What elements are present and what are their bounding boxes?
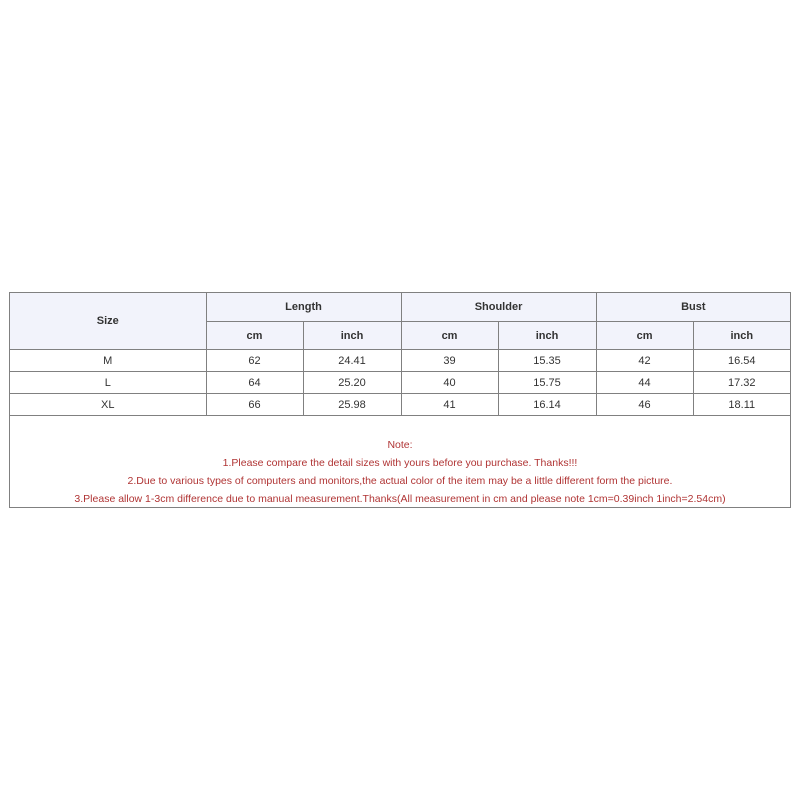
note-block <box>10 436 790 508</box>
shoulder-inch-cell: 15.75 <box>498 372 596 394</box>
bust-inch-cell: 17.32 <box>693 372 790 394</box>
table-row <box>10 394 790 416</box>
header-group-row <box>10 293 790 322</box>
bust-cm-cell: 46 <box>596 394 693 416</box>
shoulder-cm-cell: 40 <box>401 372 498 394</box>
size-column-header: Size <box>10 293 206 350</box>
shoulder-inch-header: inch <box>498 322 596 350</box>
length-cm-cell: 62 <box>206 350 303 372</box>
bust-header: Bust <box>596 293 790 322</box>
length-cm-cell: 64 <box>206 372 303 394</box>
shoulder-inch-cell: 16.14 <box>498 394 596 416</box>
length-inch-cell: 25.98 <box>303 394 401 416</box>
bust-cm-cell: 42 <box>596 350 693 372</box>
table-row <box>10 372 790 394</box>
shoulder-cm-cell: 41 <box>401 394 498 416</box>
length-inch-header: inch <box>303 322 401 350</box>
note-line-2: 2.Due to various types of computers and monitors,the actual color of the item may be a little different form the picture. <box>127 475 673 487</box>
note-title: Note: <box>387 439 413 451</box>
length-inch-cell: 24.41 <box>303 350 401 372</box>
bust-inch-header: inch <box>693 322 790 350</box>
length-header: Length <box>206 293 401 322</box>
size-cell: L <box>10 372 206 394</box>
size-table <box>10 293 790 416</box>
bust-cm-header: cm <box>596 322 693 350</box>
bust-inch-cell: 16.54 <box>693 350 790 372</box>
table-row <box>10 350 790 372</box>
shoulder-cm-cell: 39 <box>401 350 498 372</box>
shoulder-cm-header: cm <box>401 322 498 350</box>
size-cell: M <box>10 350 206 372</box>
bust-inch-cell: 18.11 <box>693 394 790 416</box>
note-line-3: 3.Please allow 1-3cm difference due to manual measurement.Thanks(All measurement in cm and please note 1cm=0.39inch 1inch=2.54cm) <box>74 493 726 505</box>
bust-cm-cell: 44 <box>596 372 693 394</box>
length-cm-header: cm <box>206 322 303 350</box>
length-cm-cell: 66 <box>206 394 303 416</box>
shoulder-header: Shoulder <box>401 293 596 322</box>
shoulder-inch-cell: 15.35 <box>498 350 596 372</box>
size-cell: XL <box>10 394 206 416</box>
length-inch-cell: 25.20 <box>303 372 401 394</box>
size-chart <box>9 292 791 508</box>
note-line-1: 1.Please compare the detail sizes with yours before you purchase. Thanks!!! <box>222 457 578 469</box>
